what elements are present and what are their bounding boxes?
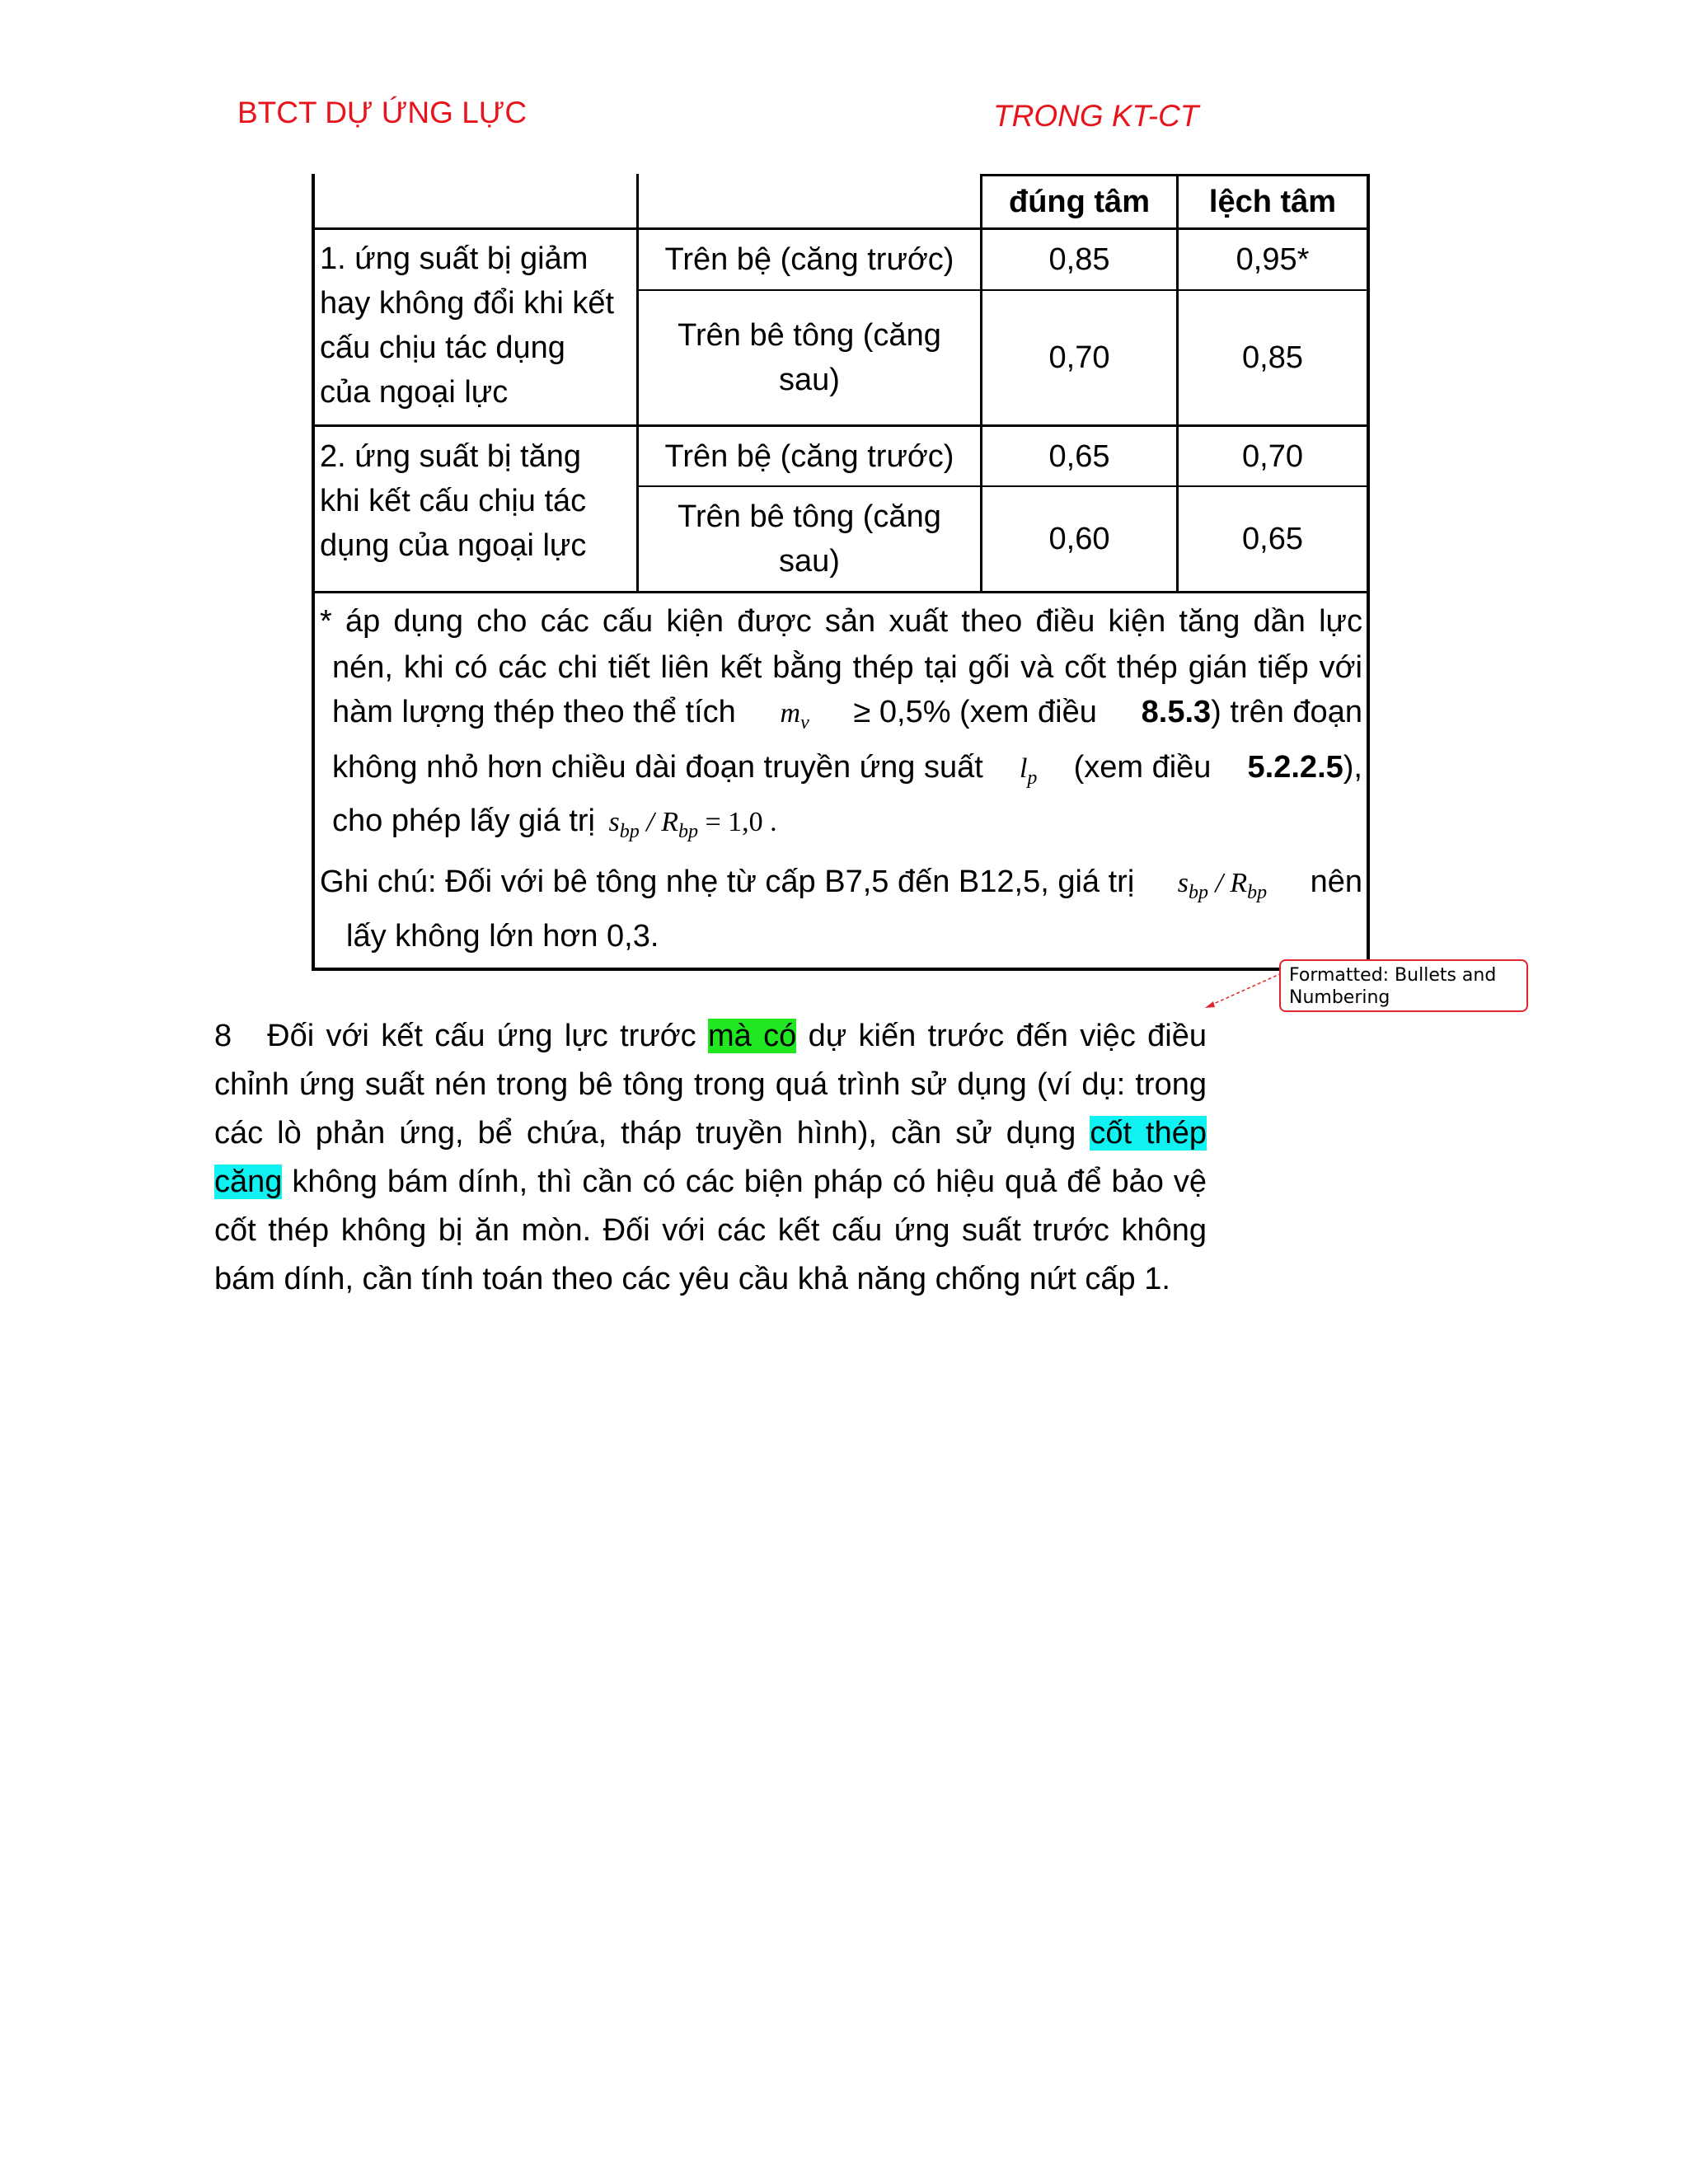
value-cell: 0,70 [1242,438,1303,474]
col-header-lech-tam: lệch tâm [1208,185,1337,219]
group-2-label: 2. ứng suất bị tăng khi kết cấu chịu tác dụng của ngoại lực [320,439,587,563]
footnote-line-3: hàm lượng thép theo thể tích $m_v$ ≥ 0,5% (xem điều 8.5.3) trên đoạn [332,685,1362,750]
ghi-chu-line-1: Ghi chú: Đối với bê tông nhẹ từ cấp B7,5 đến B12,5, giá trị $s_{bp} / R_{bp}$ nên [320,855,1362,920]
col-header-dung-tam: đúng tâm [1009,185,1150,219]
footnote-line-5: cho phép lấy giá trị $s_{bp} / R_{bp} = 1,0$ . [332,804,777,842]
header-left-title: BTCT DỰ ỨNG LỰC [237,96,528,129]
value-cell: 0,85 [1048,242,1110,277]
comment-connector [1203,971,1286,1012]
footnote-line-4: không nhỏ hơn chiều dài đoạn truyền ứng suất $l_p$ (xem điều 5.2.2.5), [332,740,1362,805]
comment-balloon[interactable]: Formatted: Bullets and Numbering [1279,959,1528,1012]
math-mv: $m_v$ [780,698,809,733]
footnote-line-2: nén, khi có các chi tiết liên kết bằng thép tại gối và cốt thép gián tiếp với [332,650,1362,685]
value-cell: 0,60 [1048,522,1110,556]
method-cell: Trên bê tông (căng sau) [678,499,941,579]
footnote-line-1: * áp dụng cho các cấu kiện được sản xuất theo điều kiện tăng dần lực [320,604,1362,639]
method-cell: Trên bê tông (căng sau) [678,318,941,397]
ghi-chu-line-2: lấy không lớn hơn 0,3. [346,919,659,954]
paragraph-8: 8 Đối với kết cấu ứng lực trước mà có dự kiến trước đến việc điều chỉnh ứng suất nén trong bê tông trong quá trình sử dụng (ví dụ: trong các lò phản ứng, bể chứa, tháp truyền hình), cần sử dụng cốt thép căng không bám dính, thì cần có các biện pháp có hiệu quả để bảo vệ cốt thép không bị ăn mòn. Đối với các kết cấu ứng suất trước không bám dính, cần tính toán theo các yêu cầu khả năng chống nứt cấp 1. [214,1019,1207,1296]
value-cell: 0,65 [1242,522,1303,556]
value-cell: 0,70 [1048,340,1110,375]
value-cell: 0,65 [1048,438,1110,474]
highlight-cyan: cốt thép căng [214,1116,1207,1199]
math-sbp-ratio: $s_{bp} / R_{bp} = 1,0$ . [608,807,777,842]
paragraph-number: 8 [214,1019,232,1053]
value-cell: 0,95* [1236,242,1310,277]
header-right-title: TRONG KT-CT [993,99,1199,133]
group-1-label: 1. ứng suất bị giảm hay không đổi khi kết cấu chịu tác dụng của ngoại lực [320,241,615,410]
method-cell: Trên bệ (căng trước) [664,438,954,474]
value-cell: 0,85 [1242,340,1303,375]
math-lp: $l_p$ [1019,753,1038,789]
method-cell: Trên bệ (căng trước) [664,242,954,277]
math-sbp-ratio-2: $s_{bp} / R_{bp}$ [1177,868,1268,903]
highlight-green: mà có [708,1019,797,1053]
